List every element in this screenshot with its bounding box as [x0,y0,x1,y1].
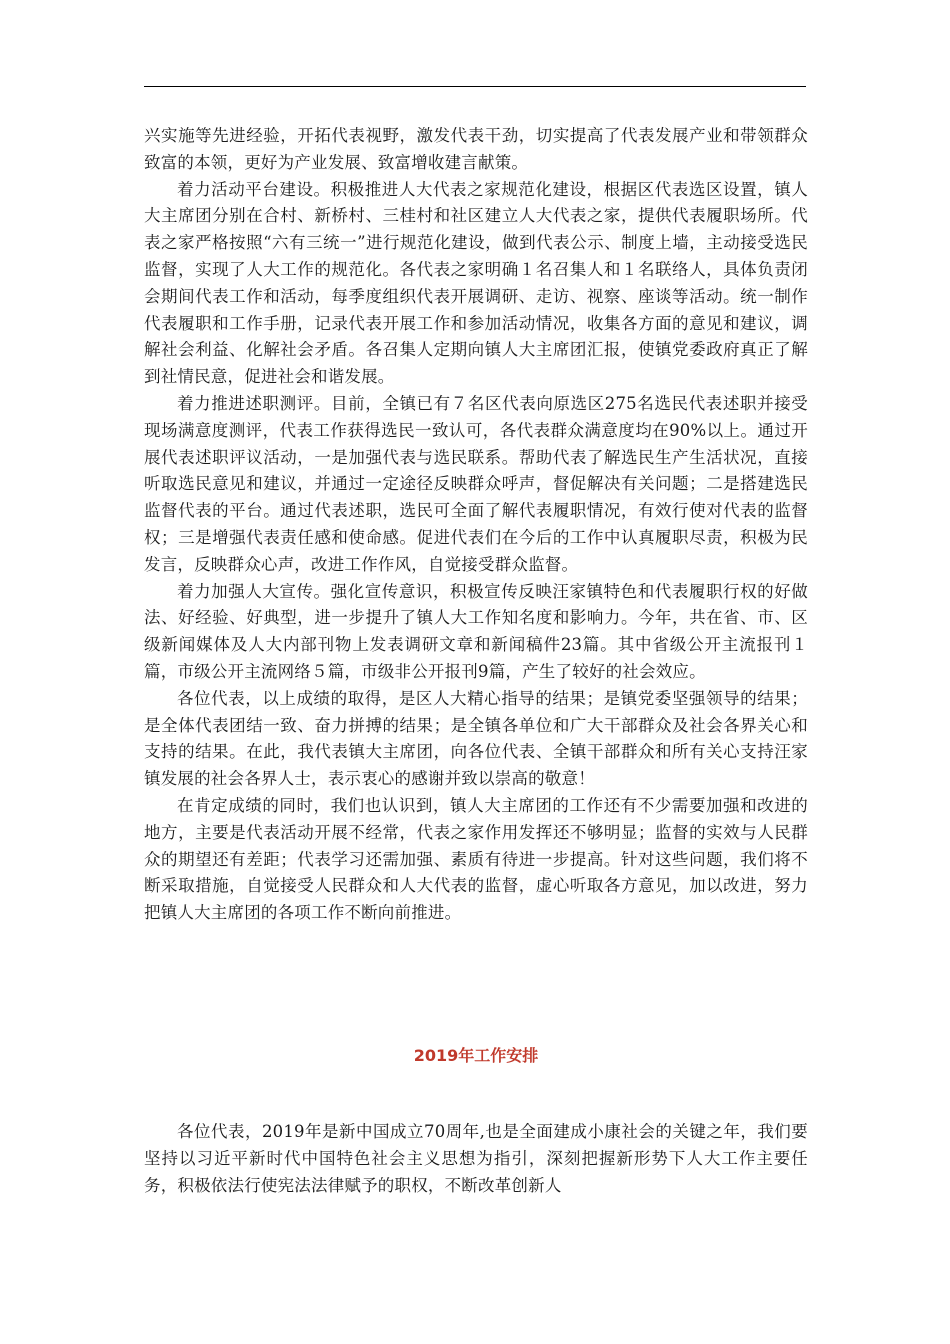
paragraph-continuation: 兴实施等先进经验，开拓代表视野，激发代表干劲，切实提高了代表发展产业和带领群众致富的本领，更好为产业发展、致富增收建言献策。 [144,126,808,172]
paragraph-shortcomings: 在肯定成绩的同时，我们也认识到，镇人大主席团的工作还有不少需要加强和改进的地方，主要是代表活动开展不经常，代表之家作用发挥还不够明显；监督的实效与人民群众的期望还有差距；代表学习还需加强、素质有待进一步提高。针对这些问题，我们将不断采取措施，自觉接受人民群众和人大代表的监督，虚心听取各方意见，加以改进，努力把镇人大主席团的各项工作不断向前推进。 [144,795,808,923]
paragraph-acknowledgement: 各位代表，以上成绩的取得，是区人大精心指导的结果；是镇党委坚强领导的结果；是全体代表团结一致、奋力拼搏的结果；是全镇各单位和广大干部群众及社会各界关心和支持的结果。在此，我代表镇大主席团，向各位代表、全镇干部群众和所有关心支持汪家镇发展的社会各界人士，表示衷心的感谢并致以崇高的敬意！ [144,688,808,789]
paragraph-2019-plan: 各位代表，2019年是新中国成立70周年,也是全面建成小康社会的关键之年，我们要坚持以习近平新时代中国特色社会主义思想为指引，深刻把握新形势下人大工作主要任务，积极依法行使宪法法律赋予的职权，不断改革创新人 [144,1122,808,1195]
header-rule [144,86,806,87]
plan-section-body [144,1119,808,1199]
paragraph-activity-platform: 着力活动平台建设。积极推进人大代表之家规范化建设，根据区代表选区设置，镇人大主席团分别在合村、新桥村、三桂村和社区建立人大代表之家，提供代表履职场所。代表之家严格按照“六有三统一”进行规范化建设，做到代表公示、制度上墙，主动接受选民监督，实现了人大工作的规范化。各代表之家明确１名召集人和１名联络人，具体负责闭会期间代表工作和活动，每季度组织代表开展调研、走访、视察、座谈等活动。统一制作代表履职和工作手册，记录代表开展工作和参加活动情况，收集各方面的意见和建议，调解社会利益、化解社会矛盾。各召集人定期向镇人大主席团汇报，使镇党委政府真正了解到社情民意，促进社会和谐发展。 [144,179,808,387]
paragraph-publicity: 着力加强人大宣传。强化宣传意识，积极宣传反映汪家镇特色和代表履职行权的好做法、好经验、好典型，进一步提升了镇人大工作知名度和影响力。今年，共在省、市、区级新闻媒体及人大内部刊物上发表调研文章和新闻稿件23篇。其中省级公开主流报刊１篇，市级公开主流网络５篇，市级非公开报刊9篇，产生了较好的社会效应。 [144,581,808,681]
section-heading: 2019年工作安排 [413,1046,539,1065]
document-body [144,123,808,927]
paragraph-duty-report: 着力推进述职测评。目前，全镇已有７名区代表向原选区275名选民代表述职并接受现场满意度测评，代表工作获得选民一致认可，各代表群众满意度均在90%以上。通过开展代表述职评议活动，一是加强代表与选民联系。帮助代表了解选民生产生活状况，直接听取选民意见和建议，并通过一定途径反映群众呼声，督促解决有关问题；二是搭建选民监督代表的平台。通过代表述职，选民可全面了解代表履职情况，有效行使对代表的监督权；三是增强代表责任感和使命感。促进代表们在今后的工作中认真履职尽责，积极为民发言，反映群众心声，改进工作作风，自觉接受群众监督。 [144,393,808,574]
